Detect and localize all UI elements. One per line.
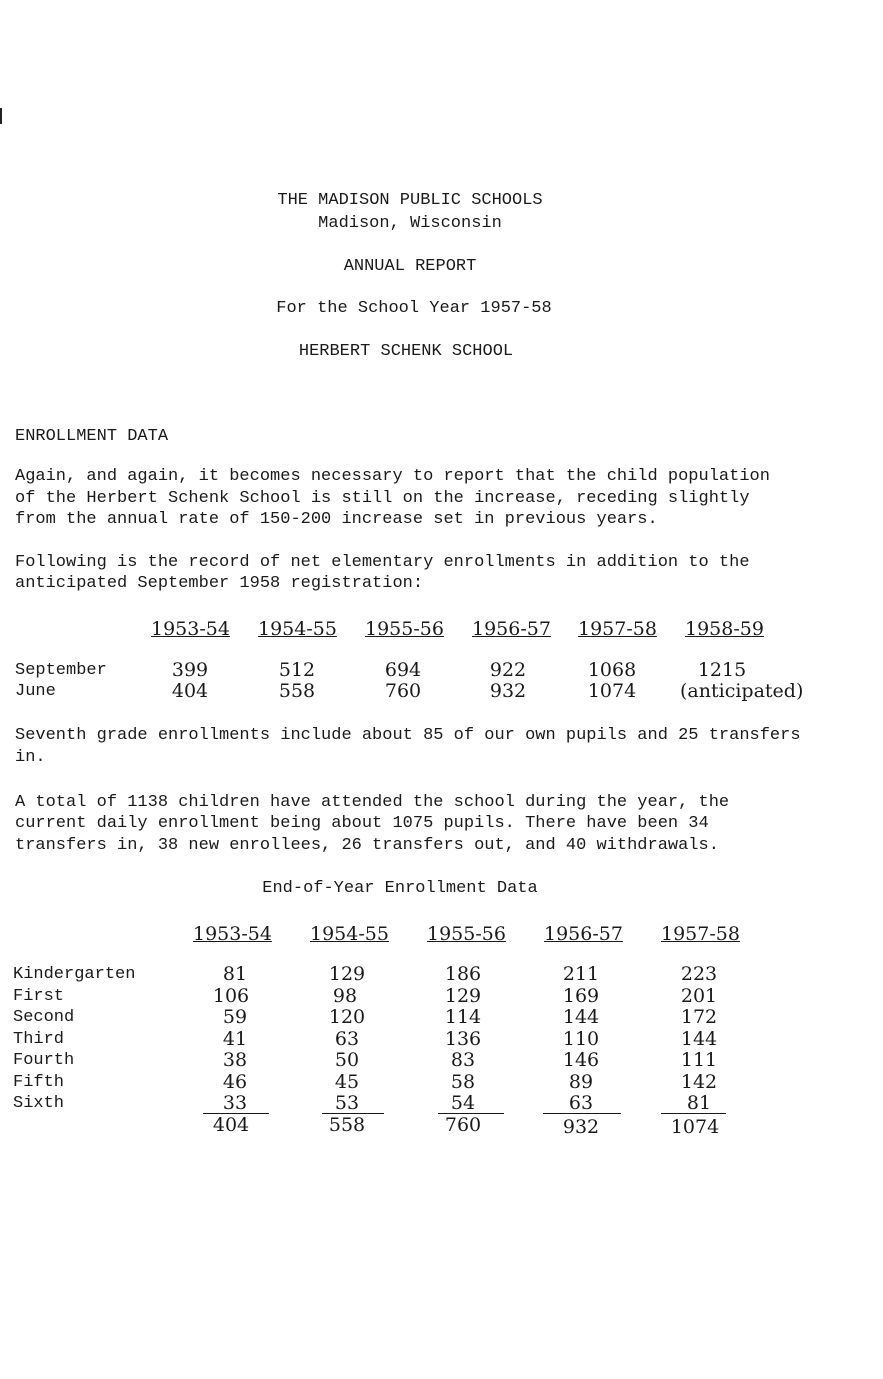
paragraph-line: transfers in, 38 new enrollees, 26 transfers out, and 40 withdrawals. — [15, 836, 719, 855]
eoy-cell: 110 — [562, 1028, 600, 1050]
eoy-cell: 81 — [686, 1092, 712, 1114]
eoy-total: 932 — [562, 1116, 600, 1138]
section-title: ENROLLMENT DATA — [15, 427, 169, 446]
eoy-cell: 146 — [562, 1049, 600, 1071]
eoy-row-label: Kindergarten — [13, 965, 136, 984]
net-year-header: 1955-56 — [365, 618, 444, 640]
eoy-cell: 45 — [334, 1071, 360, 1093]
eoy-cell: 129 — [328, 963, 366, 985]
eoy-cell: 59 — [222, 1006, 248, 1028]
eoy-cell: 89 — [568, 1071, 594, 1093]
eoy-year-header: 1954-55 — [310, 923, 389, 945]
net-cell: 1215 — [697, 659, 747, 681]
net-year-header: 1953-54 — [151, 618, 230, 640]
paragraph-line: current daily enrollment being about 1075 pupils. There have been 34 — [15, 814, 709, 833]
paragraph-line: Seventh grade enrollments include about 85 of our own pupils and 25 transfers — [15, 726, 801, 745]
paragraph-line: Following is the record of net elementary enrollments in addition to the — [15, 553, 750, 572]
eoy-cell: 81 — [222, 963, 248, 985]
paragraph-line: from the annual rate of 150-200 increase set in previous years. — [15, 510, 658, 529]
net-cell: 558 — [278, 680, 316, 702]
school-year-line: For the School Year 1957-58 — [276, 299, 552, 318]
eoy-table-title: End-of-Year Enrollment Data — [262, 879, 538, 898]
report-title: ANNUAL REPORT — [343, 257, 477, 276]
net-cell: 932 — [489, 680, 527, 702]
eoy-total: 558 — [328, 1114, 366, 1136]
school-name: HERBERT SCHENK SCHOOL — [298, 342, 514, 361]
eoy-cell: 46 — [222, 1071, 248, 1093]
net-year-header: 1958-59 — [685, 618, 764, 640]
net-year-header: 1957-58 — [578, 618, 657, 640]
eoy-total: 1074 — [670, 1116, 720, 1138]
net-cell: 694 — [384, 659, 422, 681]
eoy-row-label: Third — [13, 1030, 65, 1049]
net-cell: 399 — [171, 659, 209, 681]
net-cell: 922 — [489, 659, 527, 681]
net-cell: 1074 — [587, 680, 637, 702]
eoy-cell: 120 — [328, 1006, 366, 1028]
eoy-row-label: Sixth — [13, 1094, 65, 1113]
net-year-header: 1954-55 — [258, 618, 337, 640]
eoy-cell: 38 — [222, 1049, 248, 1071]
eoy-cell: 63 — [568, 1092, 594, 1114]
eoy-cell: 83 — [450, 1049, 476, 1071]
eoy-cell: 223 — [680, 963, 718, 985]
eoy-year-header: 1957-58 — [661, 923, 740, 945]
eoy-cell: 142 — [680, 1071, 718, 1093]
eoy-year-header: 1956-57 — [544, 923, 623, 945]
eoy-row-label: First — [13, 987, 65, 1006]
sum-rule — [543, 1113, 621, 1114]
eoy-cell: 144 — [562, 1006, 600, 1028]
eoy-year-header: 1955-56 — [427, 923, 506, 945]
eoy-total: 760 — [444, 1114, 482, 1136]
paragraph-line: in. — [15, 748, 46, 767]
paragraph-line: anticipated September 1958 registration: — [15, 574, 424, 593]
eoy-row-label: Fourth — [13, 1051, 75, 1070]
sum-rule — [661, 1113, 726, 1114]
paragraph-line: Again, and again, it becomes necessary to report that the child population — [15, 467, 770, 486]
paragraph-line: A total of 1138 children have attended the school during the year, the — [15, 793, 730, 812]
eoy-cell: 50 — [334, 1049, 360, 1071]
eoy-cell: 111 — [680, 1049, 718, 1071]
eoy-row-label: Second — [13, 1008, 75, 1027]
eoy-cell: 169 — [562, 985, 600, 1007]
eoy-cell: 106 — [212, 985, 250, 1007]
net-row-label: September — [15, 661, 107, 680]
net-cell: 1068 — [587, 659, 637, 681]
net-cell: (anticipated) — [680, 680, 804, 702]
eoy-row-label: Fifth — [13, 1073, 65, 1092]
paragraph-line: of the Herbert Schenk School is still on the increase, receding slightly — [15, 489, 750, 508]
eoy-total: 404 — [212, 1114, 250, 1136]
org-title: THE MADISON PUBLIC SCHOOLS — [277, 191, 543, 210]
eoy-cell: 98 — [332, 985, 358, 1007]
eoy-cell: 211 — [562, 963, 600, 985]
eoy-cell: 186 — [444, 963, 482, 985]
margin-mark — [0, 108, 2, 124]
eoy-cell: 58 — [450, 1071, 476, 1093]
eoy-cell: 33 — [222, 1092, 248, 1114]
net-cell: 404 — [171, 680, 209, 702]
net-row-label: June — [15, 682, 56, 701]
eoy-cell: 41 — [222, 1028, 248, 1050]
eoy-cell: 201 — [680, 985, 718, 1007]
eoy-cell: 114 — [444, 1006, 482, 1028]
eoy-cell: 136 — [444, 1028, 482, 1050]
eoy-cell: 172 — [680, 1006, 718, 1028]
eoy-cell: 129 — [444, 985, 482, 1007]
net-cell: 512 — [278, 659, 316, 681]
city-line: Madison, Wisconsin — [318, 214, 502, 233]
eoy-cell: 144 — [680, 1028, 718, 1050]
net-year-header: 1956-57 — [472, 618, 551, 640]
eoy-cell: 53 — [334, 1092, 360, 1114]
eoy-year-header: 1953-54 — [193, 923, 272, 945]
eoy-cell: 54 — [450, 1092, 476, 1114]
eoy-cell: 63 — [334, 1028, 360, 1050]
net-cell: 760 — [384, 680, 422, 702]
